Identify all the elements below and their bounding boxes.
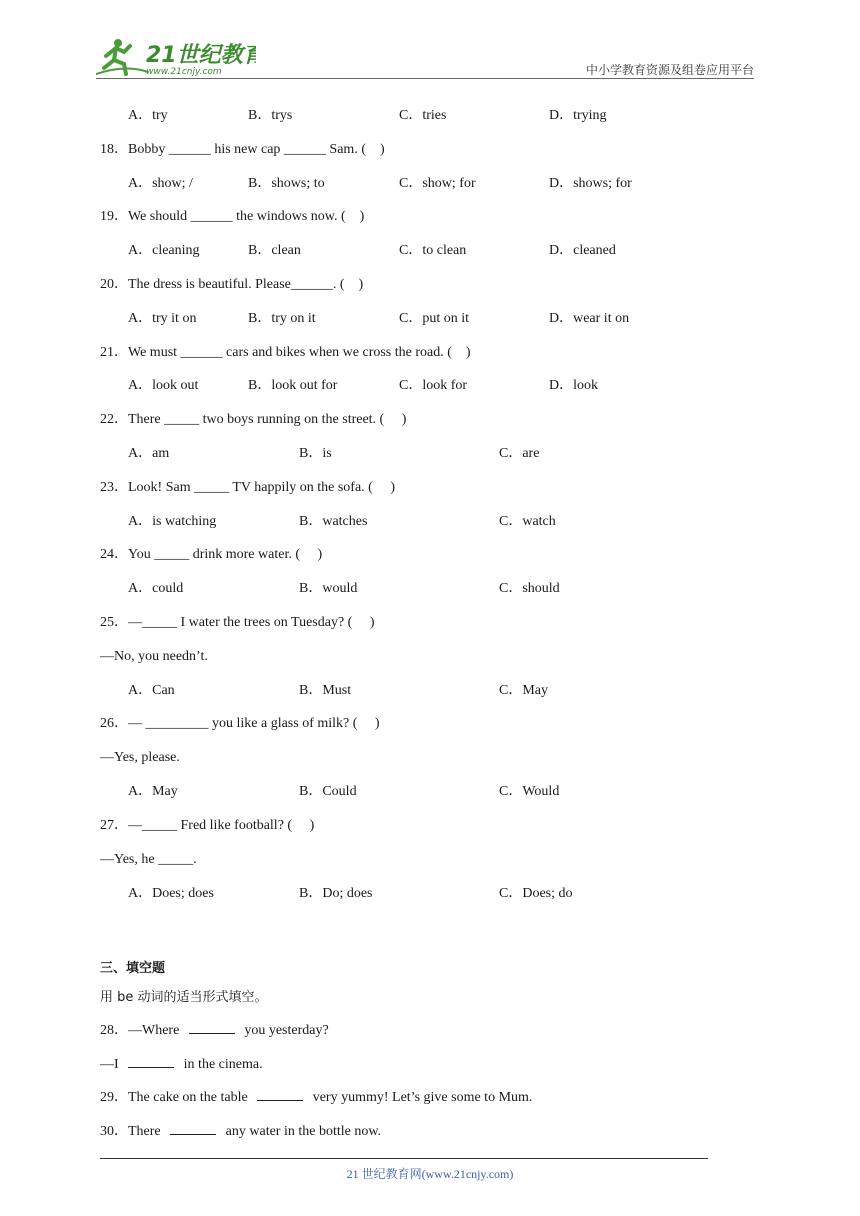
answer-blank[interactable] <box>257 1087 303 1101</box>
option-b[interactable]: B．trys <box>248 108 293 123</box>
stem-part: 28．—Where <box>100 1023 183 1038</box>
option-b[interactable]: B．Do; does <box>299 886 373 901</box>
option-c[interactable]: C．tries <box>399 108 447 123</box>
footer-divider <box>100 1158 708 1159</box>
question-stem: 19．We should ______ the windows now. ( ) <box>100 209 365 224</box>
option-a[interactable]: A．could <box>128 581 184 596</box>
stem-part: 29．The cake on the table <box>100 1090 252 1105</box>
answer-blank[interactable] <box>189 1020 235 1034</box>
option-c[interactable]: C．Would <box>499 784 560 799</box>
option-a[interactable]: A．is watching <box>128 514 217 529</box>
site-logo <box>96 34 256 78</box>
option-b[interactable]: B．look out for <box>248 378 338 393</box>
question-stem: 24．You _____ drink more water. ( ) <box>100 547 323 562</box>
section-instruction: 用 be 动词的适当形式填空。 <box>100 990 268 1005</box>
question-stem: 20．The dress is beautiful. Please______. ( ) <box>100 277 364 292</box>
question-stem: 25．—_____ I water the trees on Tuesday? ( ) <box>100 615 375 630</box>
option-d[interactable]: D．shows; for <box>549 176 632 191</box>
option-b[interactable]: B．Could <box>299 784 357 799</box>
option-d[interactable]: D．cleaned <box>549 243 616 258</box>
option-b[interactable]: B．try on it <box>248 311 316 326</box>
option-b[interactable]: B．Must <box>299 683 352 698</box>
stem-part: in the cinema. <box>180 1057 263 1072</box>
option-d[interactable]: D．wear it on <box>549 311 630 326</box>
option-a[interactable]: A．try it on <box>128 311 197 326</box>
option-c[interactable]: C．to clean <box>399 243 467 258</box>
answer-blank[interactable] <box>128 1054 174 1068</box>
option-c[interactable]: C．put on it <box>399 311 470 326</box>
header-platform-text: 中小学教育资源及组卷应用平台 <box>585 63 754 77</box>
option-a[interactable]: A．look out <box>128 378 199 393</box>
question-stem: 26．— _________ you like a glass of milk? ( ) <box>100 716 380 731</box>
option-b[interactable]: B．is <box>299 446 332 461</box>
stem-part: —I <box>100 1057 123 1072</box>
option-c[interactable]: C．May <box>499 683 548 698</box>
question-stem: 27．—_____ Fred like football? ( ) <box>100 818 315 833</box>
dialogue-answer: —No, you needn’t. <box>100 649 208 664</box>
option-b[interactable]: B．would <box>299 581 358 596</box>
stem-part: any water in the bottle now. <box>222 1124 382 1139</box>
question-stem: 23．Look! Sam _____ TV happily on the sofa. ( ) <box>100 480 396 495</box>
question-stem <box>100 1121 381 1141</box>
dialogue-answer: —Yes, he _____. <box>100 852 197 867</box>
option-a[interactable]: A．show; / <box>128 176 193 191</box>
stem-part: you yesterday? <box>240 1023 329 1038</box>
option-a[interactable]: A．try <box>128 108 168 123</box>
option-d[interactable]: D．look <box>549 378 598 393</box>
question-stem: 21．We must ______ cars and bikes when we cross the road. ( ) <box>100 345 471 360</box>
stem-part: very yummy! Let’s give some to Mum. <box>309 1090 533 1105</box>
option-b[interactable]: B．clean <box>248 243 301 258</box>
question-stem: 18．Bobby ______ his new cap ______ Sam. ( ) <box>100 142 385 157</box>
option-c[interactable]: C．should <box>499 581 560 596</box>
logo-url: www.21cnjy.com <box>146 67 222 77</box>
option-c[interactable]: C．show; for <box>399 176 476 191</box>
option-c[interactable]: C．are <box>499 446 540 461</box>
question-stem: 22．There _____ two boys running on the street. ( ) <box>100 412 407 427</box>
option-b[interactable]: B．watches <box>299 514 368 529</box>
header-divider <box>96 78 754 79</box>
dialogue-answer <box>100 1054 263 1074</box>
option-a[interactable]: A．Can <box>128 683 175 698</box>
section-title: 三、填空题 <box>100 961 166 976</box>
option-c[interactable]: C．watch <box>499 514 556 529</box>
footer-link[interactable]: 21 世纪教育网(www.21cnjy.com) <box>346 1167 514 1181</box>
option-c[interactable]: C．look for <box>399 378 468 393</box>
option-a[interactable]: A．May <box>128 784 178 799</box>
option-a[interactable]: A．Does; does <box>128 886 214 901</box>
option-a[interactable]: A．cleaning <box>128 243 200 258</box>
option-a[interactable]: A．am <box>128 446 170 461</box>
question-stem <box>100 1020 329 1040</box>
logo-title: 21世纪教育 <box>146 43 256 68</box>
option-d[interactable]: D．trying <box>549 108 607 123</box>
option-b[interactable]: B．shows; to <box>248 176 325 191</box>
option-c[interactable]: C．Does; do <box>499 886 573 901</box>
question-stem <box>100 1087 532 1107</box>
dialogue-answer: —Yes, please. <box>100 750 180 765</box>
stem-part: 30．There <box>100 1124 165 1139</box>
answer-blank[interactable] <box>170 1121 216 1135</box>
runner-logo-icon <box>96 34 256 78</box>
